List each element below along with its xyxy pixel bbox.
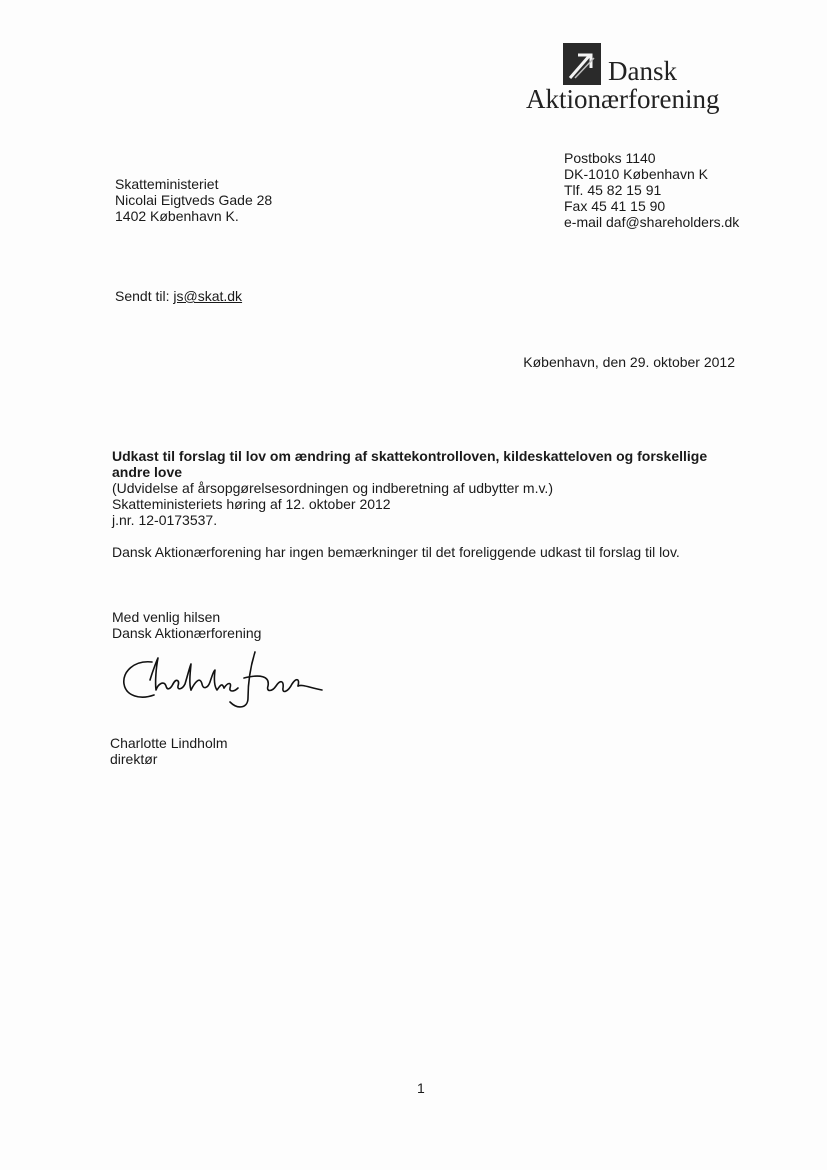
sent-to [115,288,242,304]
signature-icon [120,648,330,710]
sender-email: e-mail daf@shareholders.dk [564,214,740,230]
page-number: 1 [417,1080,425,1096]
letter-body: Dansk Aktionærforening har ingen bemærkninger til det foreliggende udkast til forslag til lov. [112,544,680,560]
sender-address-line: Postboks 1140 [564,150,656,166]
sender-fax: Fax 45 41 15 90 [564,198,666,214]
logo-text-line1: Dansk [608,56,677,86]
subject-title: Udkast til forslag til lov om ændring af skattekontrolloven, kildeskatteloven og forskellige andre love [112,448,708,480]
logo-text-line2: Aktionærforening [526,84,720,114]
subject-block [112,448,732,528]
sender-address-line: DK-1010 København K [564,166,708,182]
signer-title: direktør [110,751,158,767]
subject-reference: j.nr. 12-0173537. [112,512,218,528]
closing [112,609,261,641]
logo-mark-icon [563,43,601,85]
sender-address [564,150,739,230]
signer-name: Charlotte Lindholm [110,735,228,751]
sender-phone: Tlf. 45 82 15 91 [564,182,662,198]
recipient-line: Nicolai Eigtveds Gade 28 [115,192,273,208]
recipient-line: Skatteministeriet [115,176,219,192]
recipient-address [115,176,272,224]
closing-organization: Dansk Aktionærforening [112,625,262,641]
sent-to-email-link[interactable]: js@skat.dk [173,288,243,304]
letter-date: København, den 29. oktober 2012 [523,354,735,370]
subject-line: Skatteministeriets høring af 12. oktober 2012 [112,496,391,512]
sent-to-label: Sendt til: [115,288,174,304]
signer-block [110,735,228,767]
closing-line: Med venlig hilsen [112,609,221,625]
subject-line: (Udvidelse af årsopgørelsesordningen og indberetning af udbytter m.v.) [112,480,553,496]
recipient-line: 1402 København K. [115,208,239,224]
